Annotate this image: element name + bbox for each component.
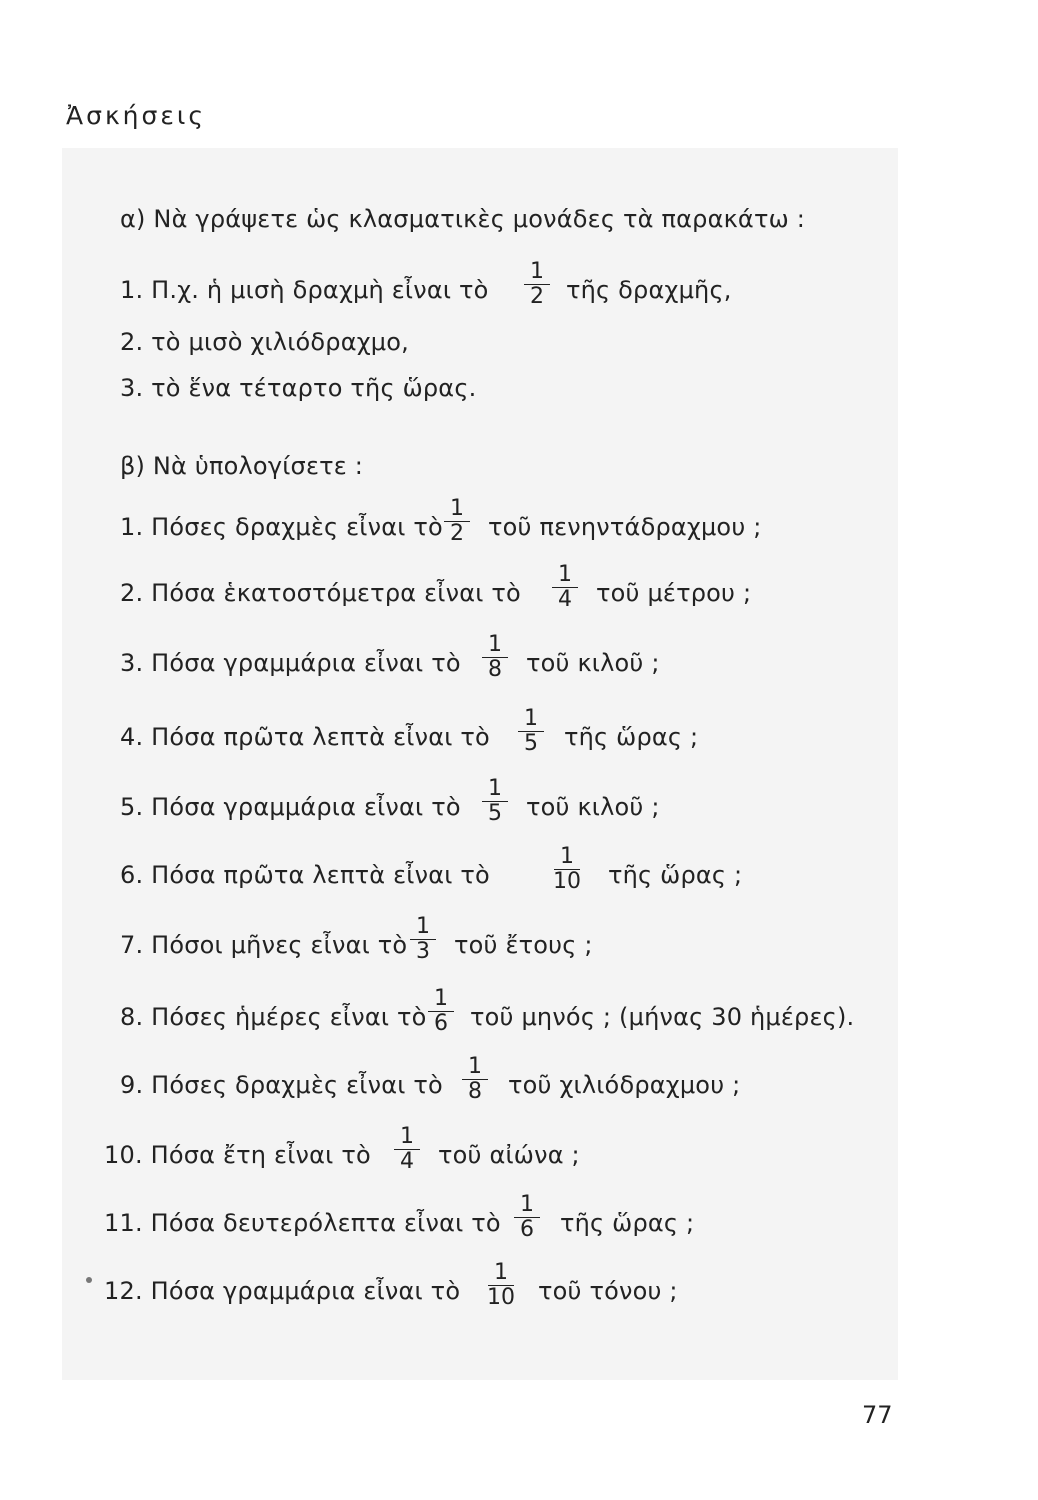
exercise-a2-text: 2. τὸ μισὸ χιλιόδραχμο,: [120, 328, 409, 356]
exercise-b7-suffix: τοῦ ἔτους ;: [454, 931, 593, 959]
fraction-numerator: 1: [488, 776, 502, 801]
exercise-b3-text: 3. Πόσα γραμμάρια εἶναι τὸ: [120, 649, 461, 677]
fraction-numerator: 1: [488, 632, 502, 657]
fraction-denominator: 5: [488, 801, 502, 826]
exercise-b5-text: 5. Πόσα γραμμάρια εἶναι τὸ: [120, 793, 461, 821]
fraction-denominator: 5: [524, 731, 538, 756]
exercise-b7-text: 7. Πόσοι μῆνες εἶναι τὸ: [120, 931, 408, 959]
fraction-denominator: 2: [450, 521, 464, 546]
fraction-numerator: 1: [558, 562, 572, 587]
fraction-numerator: 1: [494, 1260, 508, 1285]
exercise-a1-text: 1. Π.χ. ἡ μισὴ δραχμὴ εἶναι τὸ: [120, 276, 489, 304]
fraction-denominator: 2: [530, 284, 544, 309]
fraction-denominator: 4: [558, 587, 572, 612]
exercise-b10-fraction: [390, 1125, 424, 1174]
margin-dot: [86, 1277, 92, 1283]
exercise-b5-suffix: τοῦ κιλοῦ ;: [526, 793, 660, 821]
fraction-numerator: 1: [530, 259, 544, 284]
exercise-b4-suffix: τῆς ὥρας ;: [564, 723, 699, 751]
exercise-b1-suffix: τοῦ πενηντάδραχμου ;: [488, 513, 762, 541]
fraction-denominator: 6: [520, 1217, 534, 1242]
fraction-numerator: 1: [560, 844, 574, 869]
exercise-b2-fraction: [548, 563, 582, 612]
fraction-denominator: 3: [416, 939, 430, 964]
exercise-b4-fraction: [514, 707, 548, 756]
exercise-b10-text: 10. Πόσα ἔτη εἶναι τὸ: [104, 1141, 371, 1169]
exercise-b8-fraction: [424, 987, 458, 1036]
exercise-b6-suffix: τῆς ὥρας ;: [608, 861, 743, 889]
exercise-b4-text: 4. Πόσα πρῶτα λεπτὰ εἶναι τὸ: [120, 723, 490, 751]
exercise-b1-fraction: [440, 497, 474, 546]
fraction-denominator: 4: [400, 1149, 414, 1174]
exercise-b9-text: 9. Πόσες δραχμὲς εἶναι τὸ: [120, 1071, 443, 1099]
exercise-b12-suffix: τοῦ τόνου ;: [538, 1277, 678, 1305]
fraction-denominator: 8: [488, 657, 502, 682]
exercise-b10-suffix: τοῦ αἰώνα ;: [438, 1141, 580, 1169]
exercise-b8-text: 8. Πόσες ἡμέρες εἶναι τὸ: [120, 1003, 427, 1031]
exercise-b6-fraction: [550, 845, 584, 894]
exercise-a1-suffix: τῆς δραχμῆς,: [566, 276, 732, 304]
exercise-b11-text: 11. Πόσα δευτερόλεπτα εἶναι τὸ: [104, 1209, 501, 1237]
exercise-b9-fraction: [458, 1055, 492, 1104]
section-b-instruction: β) Νὰ ὑπολογίσετε :: [120, 452, 364, 480]
exercise-b1-text: 1. Πόσες δραχμὲς εἶναι τὸ: [120, 513, 443, 541]
fraction-numerator: 1: [400, 1124, 414, 1149]
fraction-numerator: 1: [524, 706, 538, 731]
exercise-b2-text: 2. Πόσα ἑκατοστόμετρα εἶναι τὸ: [120, 579, 521, 607]
fraction-denominator: 8: [468, 1079, 482, 1104]
fraction-denominator: 6: [434, 1011, 448, 1036]
exercise-b12-fraction: [484, 1261, 518, 1310]
page-heading: Ἀσκήσεις: [66, 101, 207, 130]
fraction-numerator: 1: [520, 1192, 534, 1217]
exercise-b7-fraction: [406, 915, 440, 964]
exercise-a1-fraction: [520, 260, 554, 309]
fraction-numerator: 1: [450, 496, 464, 521]
exercise-b11-suffix: τῆς ὥρας ;: [560, 1209, 695, 1237]
exercise-b3-suffix: τοῦ κιλοῦ ;: [526, 649, 660, 677]
exercise-b2-suffix: τοῦ μέτρου ;: [596, 579, 752, 607]
exercise-b6-text: 6. Πόσα πρῶτα λεπτὰ εἶναι τὸ: [120, 861, 490, 889]
exercise-a3-text: 3. τὸ ἕνα τέταρτο τῆς ὥρας.: [120, 374, 477, 402]
exercise-b5-fraction: [478, 777, 512, 826]
exercise-b11-fraction: [510, 1193, 544, 1242]
fraction-numerator: 1: [468, 1054, 482, 1079]
fraction-denominator: 10: [553, 869, 581, 894]
fraction-denominator: 10: [487, 1285, 515, 1310]
exercise-b8-suffix: τοῦ μηνός ; (μήνας 30 ἡμέρες).: [470, 1003, 855, 1031]
fraction-numerator: 1: [416, 914, 430, 939]
exercise-b9-suffix: τοῦ χιλιόδραχμου ;: [508, 1071, 741, 1099]
exercise-b12-text: 12. Πόσα γραμμάρια εἶναι τὸ: [104, 1277, 461, 1305]
fraction-numerator: 1: [434, 986, 448, 1011]
section-a-instruction: α) Νὰ γράψετε ὡς κλασματικὲς μονάδες τὰ παρακάτω :: [120, 205, 806, 233]
exercise-b3-fraction: [478, 633, 512, 682]
page-number: 77: [862, 1401, 893, 1429]
